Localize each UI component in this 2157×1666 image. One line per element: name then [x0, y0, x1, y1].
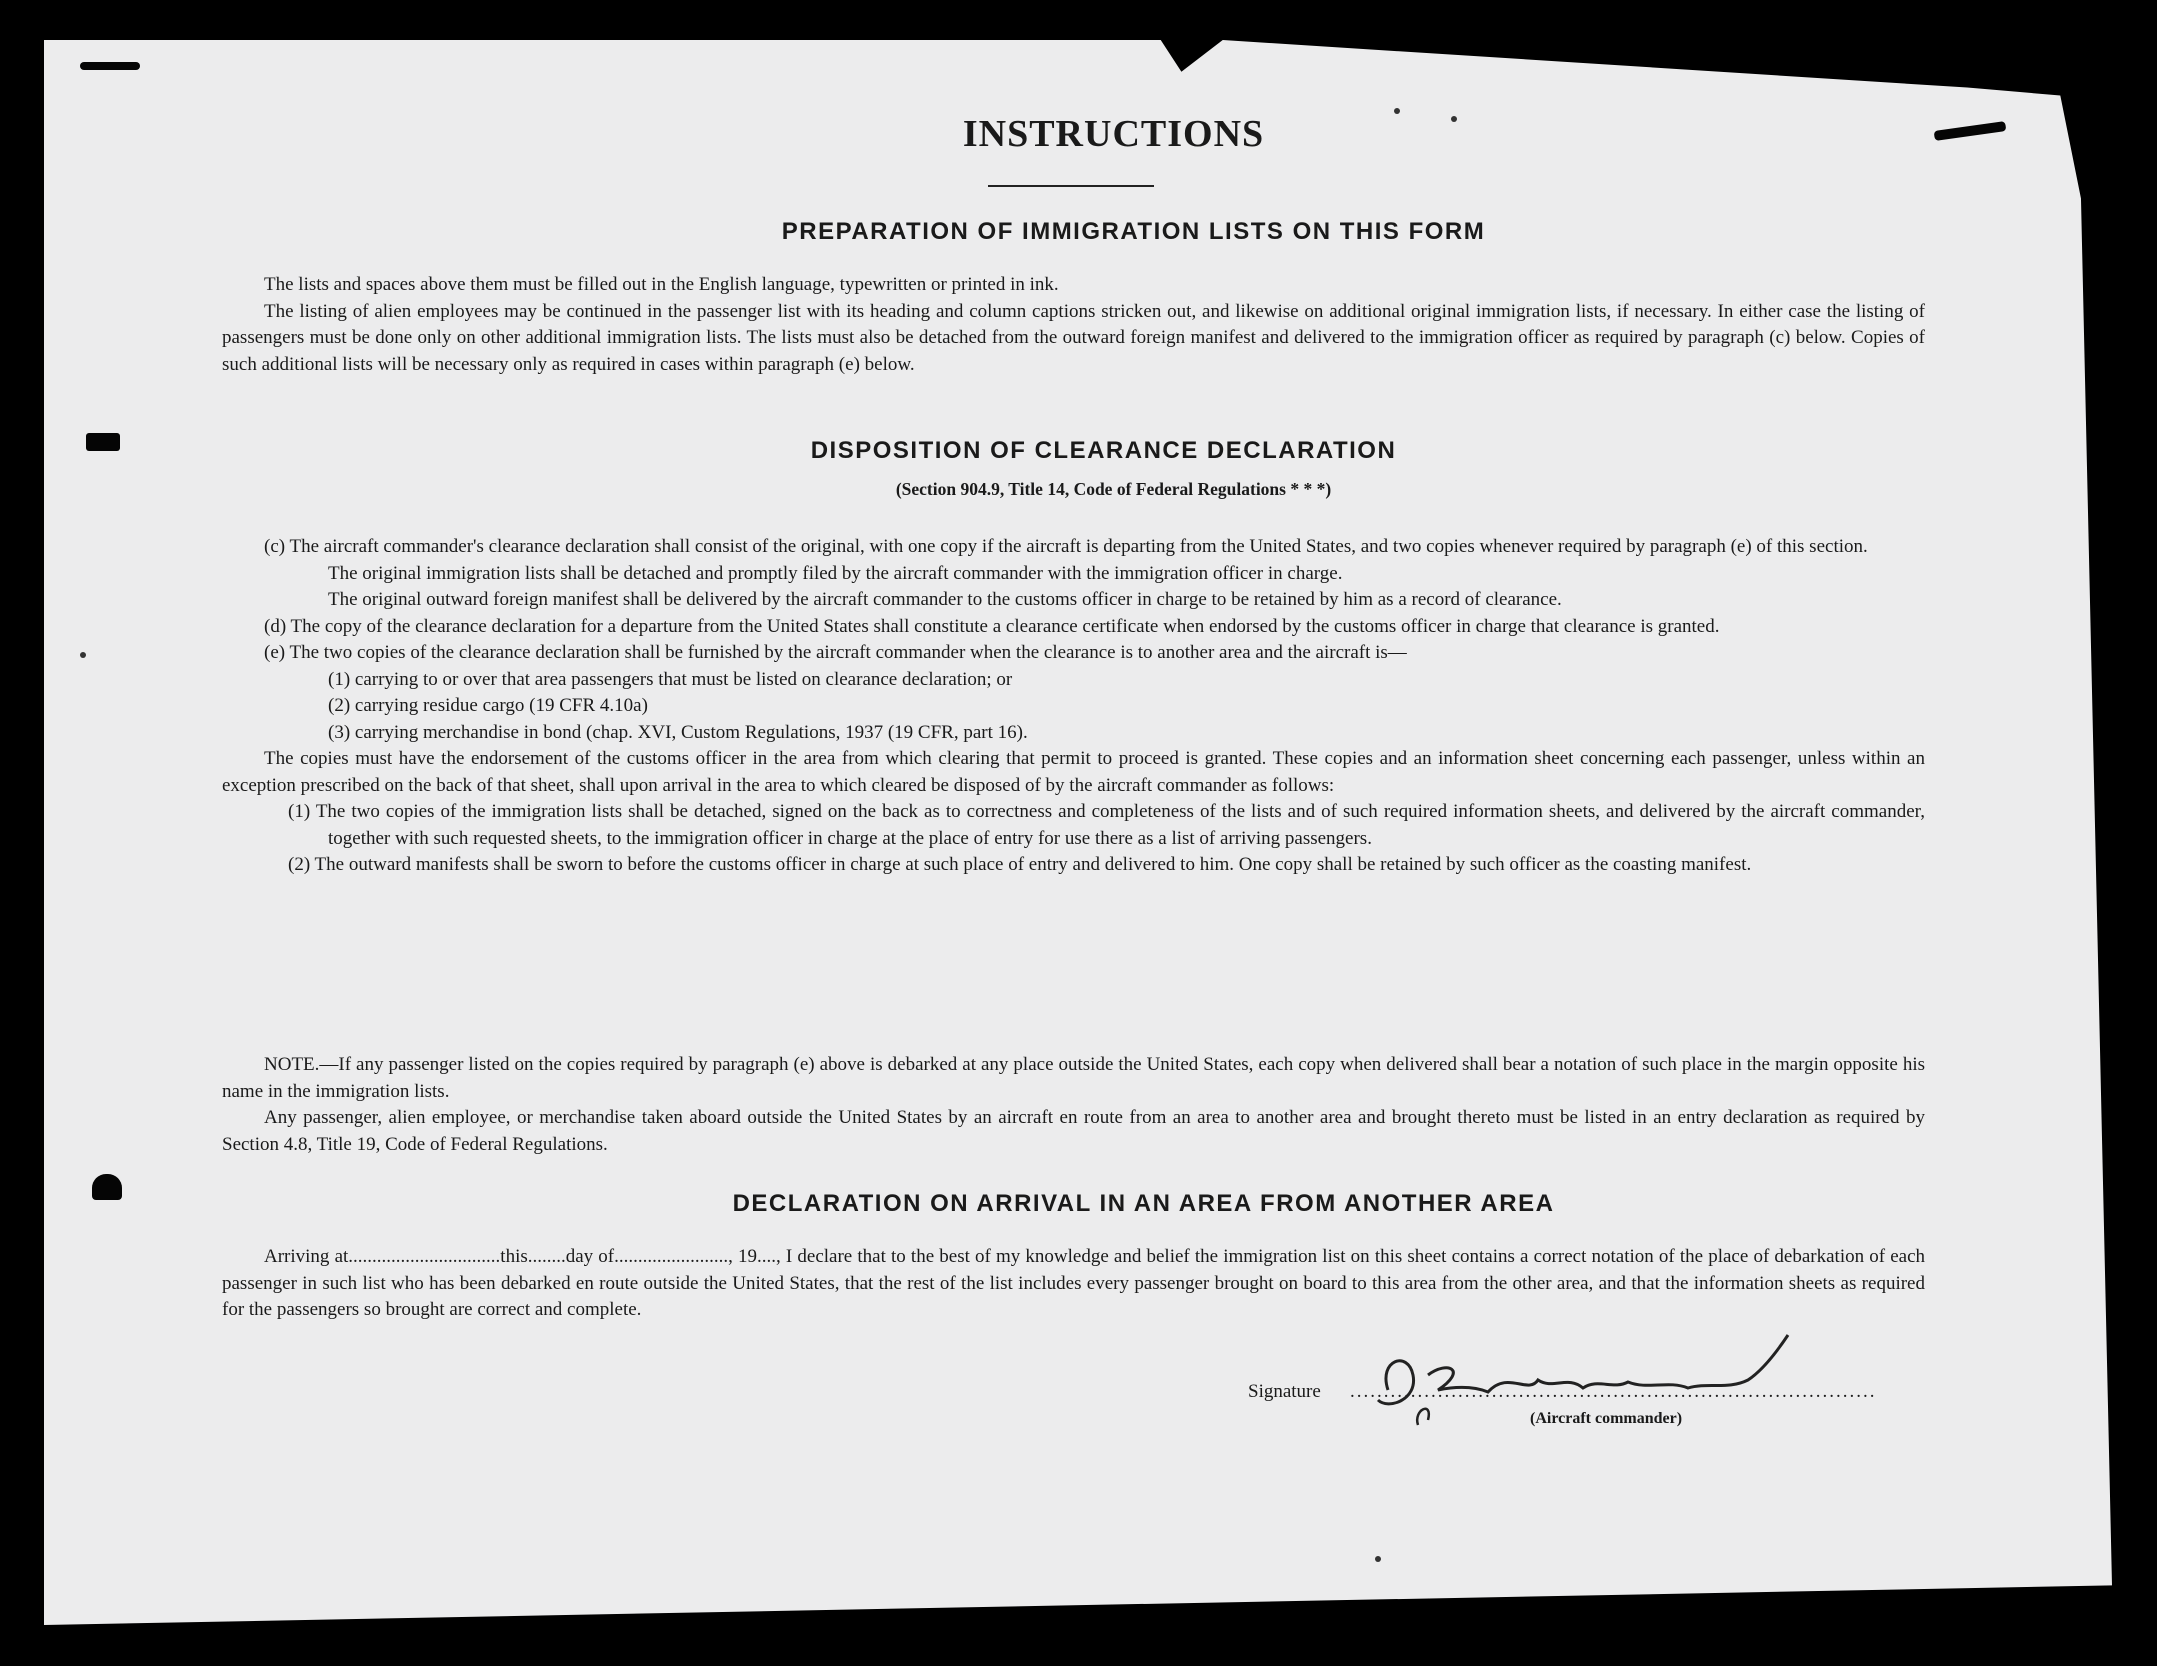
title-rule [988, 185, 1154, 187]
page-title: INSTRUCTIONS [962, 113, 1265, 155]
regulation-citation: (Section 904.9, Title 14, Code of Federal Regulations * * *) [895, 479, 1332, 499]
paragraph-e-item: (2) carrying residue cargo (19 CFR 4.10a) [328, 695, 648, 716]
preparation-paragraph: The lists and spaces above them must be filled out in the English language, typewritten or printed in ink. [264, 274, 1059, 295]
ink-speck [80, 652, 86, 658]
staple-mark [80, 62, 140, 70]
disposition-section [222, 534, 1925, 879]
preparation-heading: PREPARATION OF IMMIGRATION LISTS ON THIS FORM [781, 218, 1486, 245]
preparation-paragraph: The listing of alien employees may be continued in the passenger list with its heading and column captions stricken out, and likewise on additional original immigration lists, if necessary. In either case the listing of passengers must be done only on other additional immigration lists. The lists must also be detached from the outward foreign manifest and delivered to the immigration officer as required by paragraph (c) below. Copies of such additional lists will be necessary only as required in cases within paragraph (e) below. [222, 300, 1925, 375]
ink-speck [1375, 1556, 1381, 1562]
paragraph-c-sub: The original immigration lists shall be detached and promptly filed by the aircraft commander with the immigration officer in charge. [328, 562, 1343, 584]
signature-caption: (Aircraft commander) [1530, 1410, 1683, 1427]
arrival-declaration: Arriving at................................this........day of........................, 19...., I declare that to the best of my knowledge and belief the immigration list on this sheet contains a correct notation of the place of debarkation of each passenger in such list who has been debarked en route outside the United States, that the rest of the list includes every passenger brought on board to this area from the other area, and that the information sheets as required for the passengers so brought are correct and complete. [222, 1246, 1925, 1320]
arrival-item: (1) The two copies of the immigration lists shall be detached, signed on the back as to correctness and completeness of the lists and of such required information sheets, and delivered by the aircraft commander, together with such requested sheets, to the immigration officer in charge at the place of entry for use there as a list of arriving passengers. [288, 801, 1925, 849]
signature-line: .............................................................................. [1350, 1381, 1877, 1402]
paragraph-c: (c) The aircraft commander's clearance declaration shall consist of the original, with one copy if the aircraft is departing from the United States, and two copies whenever required by paragraph (e) of this section. [264, 536, 1868, 557]
paragraph-e-item: (1) carrying to or over that area passengers that must be listed on clearance declaration; or [328, 668, 1013, 690]
preparation-section [222, 272, 1925, 378]
entry-declaration-paragraph: Any passenger, alien employee, or merchandise taken aboard outside the United States by an aircraft en route from an area to another area and brought thereto must be listed in an entry declaration as required by Section 4.8, Title 19, Code of Federal Regulations. [222, 1107, 1925, 1155]
note-section [222, 1052, 1925, 1158]
copies-paragraph: The copies must have the endorsement of the customs officer in the area from which clearing that permit to proceed is granted. These copies and an information sheet concerning each passenger, unless within an exception prescribed on the back of that sheet, shall upon arrival in the area to which cleared be disposed of by the aircraft commander as follows: [222, 748, 1925, 796]
note-paragraph: NOTE.—If any passenger listed on the copies required by paragraph (e) above is debarked at any place outside the United States, each copy when delivered shall bear a notation of such place in the margin opposite his name in the immigration lists. [222, 1054, 1925, 1102]
signature-label: Signature [1248, 1381, 1321, 1402]
paragraph-e-item: (3) carrying merchandise in bond (chap. XVI, Custom Regulations, 1937 (19 CFR, part 16). [328, 721, 1028, 743]
arrival-heading: DECLARATION ON ARRIVAL IN AN AREA FROM ANOTHER AREA [732, 1190, 1555, 1217]
arrival-item: (2) The outward manifests shall be sworn to before the customs officer in charge at such place of entry and delivered to him. One copy shall be retained by such officer as the coasting manifest. [288, 854, 1752, 875]
disposition-heading: DISPOSITION OF CLEARANCE DECLARATION [810, 437, 1397, 464]
paragraph-e: (e) The two copies of the clearance declaration shall be furnished by the aircraft commander when the clearance is to another area and the aircraft is— [264, 642, 1407, 663]
paragraph-c-sub: The original outward foreign manifest shall be delivered by the aircraft commander to the customs officer in charge to be retained by him as a record of clearance. [328, 589, 1562, 610]
arrival-section [222, 1244, 1925, 1324]
paragraph-d: (d) The copy of the clearance declaration for a departure from the United States shall constitute a clearance certificate when endorsed by the customs officer in charge that clearance is granted. [264, 615, 1720, 637]
